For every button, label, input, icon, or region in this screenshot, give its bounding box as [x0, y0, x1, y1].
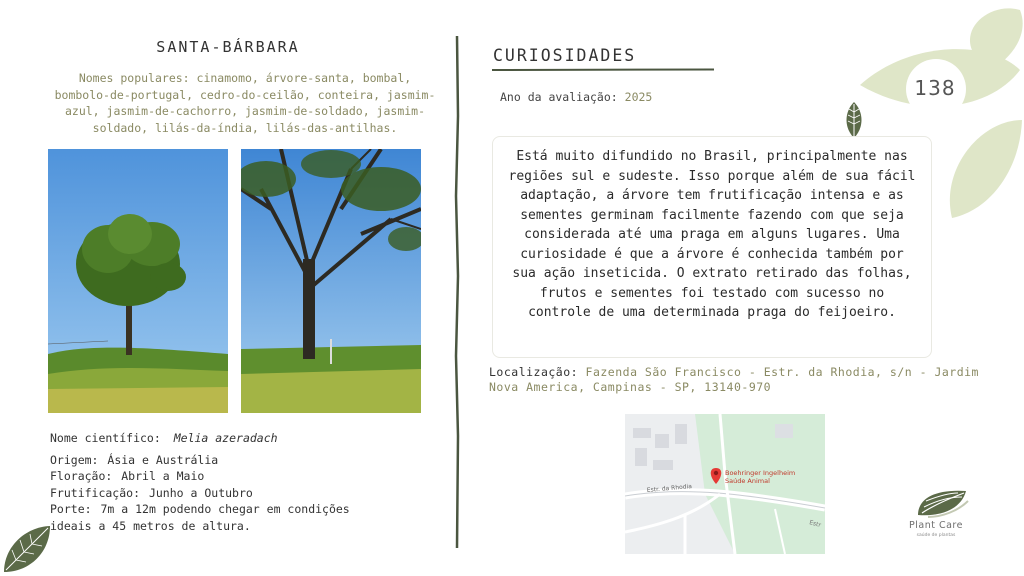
fruiting-label: Frutificação:: [50, 486, 141, 500]
curiosities-title: CURIOSIDADES: [493, 46, 637, 65]
location: [489, 365, 979, 395]
size-label: Porte:: [50, 502, 92, 516]
popular-names-label: Nomes populares:: [78, 71, 190, 85]
evaluation-year-label: Ano da avaliação:: [500, 90, 618, 104]
plant-name: SANTA-BÁRBARA: [156, 38, 300, 56]
scientific-name-row: [50, 430, 450, 447]
fruiting-value: Junho a Outubro: [148, 486, 253, 500]
title-underline: [492, 68, 714, 72]
evaluation-year-value: 2025: [624, 90, 653, 104]
brand-name: Plant Care: [909, 520, 963, 531]
scientific-name-label: Nome científico:: [50, 431, 161, 445]
plant-care-logo-icon: [914, 487, 970, 519]
leaf-icon: [0, 522, 54, 576]
scientific-name: Melia azeradach: [173, 431, 278, 445]
curiosities-card: [492, 136, 932, 358]
tree-photo-1: [48, 149, 228, 413]
location-label: Localização:: [489, 365, 579, 379]
map-road-label: Estr. da Rhodia: [646, 483, 693, 494]
map-place-line1: Boehringer Ingelheim: [725, 469, 796, 477]
popular-names-value: cinamomo, árvore-santa, bombal, bombolo-de-portugal, cedro-do-ceilão, conteira, jasmim-azul, jasmim-de-cachorro, jasmim-de-soldado, jasmim-soldado, lilás-da-índia, lilás-das-antilhas.: [54, 71, 436, 135]
flowering-label: Floração:: [50, 469, 113, 483]
map-road-label-short: Estr: [808, 519, 822, 529]
origin-row: [50, 452, 450, 469]
fruiting-row: [50, 485, 450, 502]
popular-names: [50, 70, 440, 136]
leaf-icon: [842, 100, 866, 140]
location-value: Fazenda São Francisco - Estr. da Rhodia, s/n - Jardim Nova America, Campinas - SP, 13140-970: [489, 365, 979, 394]
brand-tagline: saúde de plantas: [916, 533, 956, 538]
origin-label: Origem:: [50, 453, 99, 467]
map-place-line2: Saúde Animal: [725, 477, 770, 485]
curiosities-text: Está muito difundido no Brasil, principalmente nas regiões sul e sudeste. Isso porque além de sua fácil adaptação, a árvore tem frutificação intensa e as sementes germinam facilmente fazendo com que seja considerada até uma praga em alguns lugares. Uma curiosidade é que a árvore é conhecida também por sua ação inseticida. O extrato retirado das folhas, frutos e sementes foi testado com sucesso no controle de uma determinada praga do feijoeiro.: [508, 149, 916, 320]
origin-value: Ásia e Austrália: [107, 453, 219, 467]
size-row: [50, 501, 390, 534]
tree-photo-2: [241, 149, 421, 413]
evaluation-year: [500, 90, 652, 104]
flowering-row: [50, 468, 450, 485]
vertical-divider: [452, 36, 462, 548]
size-value: 7m a 12m podendo chegar em condições ideais a 45 metros de altura.: [50, 502, 350, 533]
flowering-value: Abril a Maio: [121, 469, 205, 483]
location-map[interactable]: [625, 414, 825, 554]
page-number: 138: [914, 76, 956, 100]
